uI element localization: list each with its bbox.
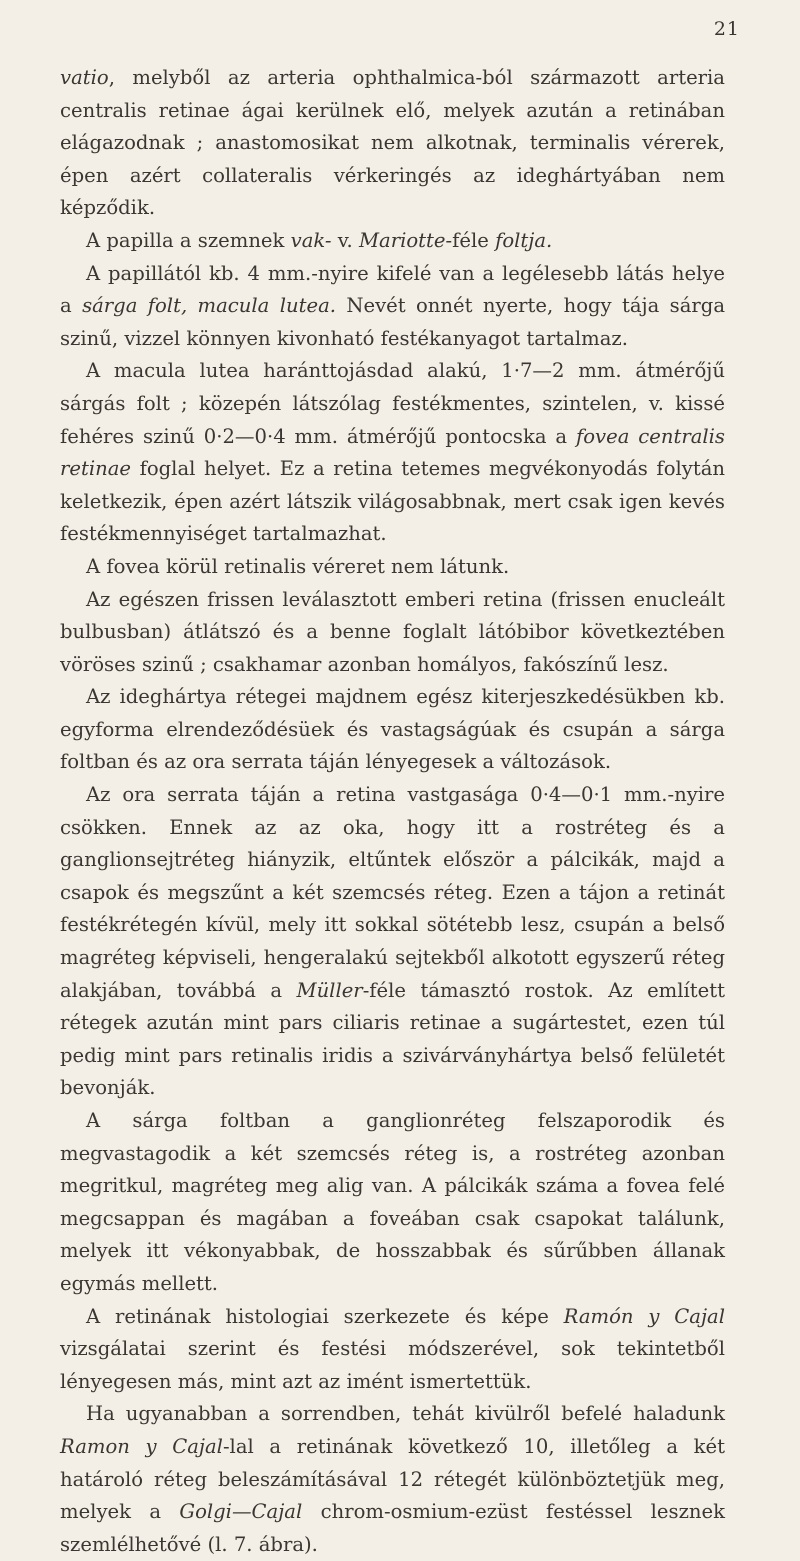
- text-span: Az egészen frissen leválasztott emberi retina (frissen enucleált bulbusban) átlátszó és a benne foglalt látóbibor következtében vöröses szinű ; csakhamar azonban homályos, fakószínű lesz.: [60, 587, 725, 676]
- text-span: A papilla a szemnek: [86, 228, 291, 252]
- italic-term: sárga folt, macula lutea.: [82, 294, 336, 318]
- text-span: v.: [331, 228, 359, 252]
- page-number: 21: [713, 18, 740, 40]
- text-span: Az ideghártya rétegei majdnem egész kiterjeszkedésükben kb. egyforma elrendeződésüek és vastagságúak és csupán a sárga foltban és az ora serrata táján lényegesek a változások.: [60, 685, 725, 774]
- text-span: Az ora serrata táján a retina vastgasága 0·4—0·1 mm.-nyire csökken. Ennek az az oka, hogy itt a rostréteg és a ganglionsejtréteg hiányzik, eltűntek először a pálcikák, majd a csapok és megszűnt a két szemcsés réteg. Ezen a tájon a retinát festékrétegén kívül, mely itt sokkal sötétebb lesz, csupán a belső magréteg képviseli, hengeralakú sejtekből alkotott egyszerű réteg alakjában, továbbá a: [60, 783, 725, 1002]
- italic-term: foltja.: [495, 228, 553, 252]
- italic-term: vatio: [60, 66, 109, 89]
- paragraph-p8: [60, 1105, 725, 1301]
- text-span: A papillától kb. 4 mm.-nyire kifelé van a legélesebb látás helye a: [60, 261, 725, 318]
- paragraph-p5: [60, 584, 725, 682]
- text-span: Nevét onnét nyerte, hogy tája sárga szinű, vizzel könnyen kivonható festékanyagot tartalmaz.: [60, 294, 725, 350]
- paragraph-p7: [60, 779, 725, 1105]
- body-text: [60, 62, 725, 1561]
- text-span: -féle: [445, 228, 496, 252]
- text-span: A sárga foltban a ganglionréteg felszaporodik és megvastagodik a két szemcsés réteg is, a rostréteg azonban megritkul, magréteg meg alig van. A pálcikák száma a fovea felé megcsappan és magában a foveában csak csapokat találunk, melyek itt vékonyabbak, de hosszabbak és sűrűbben állanak egymás mellett.: [60, 1109, 725, 1295]
- text-span: A macula lutea haránttojásdad alakú, 1·7—2 mm. átmérőjű sárgás folt ; közepén látszólag festékmentes, szintelen, v. kissé fehéres szinű 0·2—0·4 mm. átmérőjű pontocska a: [60, 359, 725, 448]
- text-span: chrom-osmium-ezüst festéssel lesznek szemlélhetővé (l. 7. ábra).: [60, 1500, 725, 1556]
- paragraph-p2: [60, 258, 725, 356]
- text-span: -lal a retinának következő 10, illetőleg a két határoló réteg beleszámításával 12 rétegét különböztetjük meg, melyek a: [60, 1434, 725, 1524]
- italic-term: Mariotte: [358, 228, 446, 252]
- text-span: -féle támasztó rostok. Az említett rétegek azután mint pars ciliaris retinae a sugártestet, ezen túl pedig mint pars retinalis iridis a szivárványhártya belső felületét bevonják.: [60, 978, 725, 1100]
- paragraph-p10: [60, 1398, 725, 1561]
- italic-term: fovea centralis retinae: [60, 424, 725, 481]
- italic-term: Golgi—Cajal: [179, 1500, 303, 1524]
- text-span: foglal helyet. Ez a retina tetemes megvékonyodás folytán keletkezik, épen azért látszik világosabbnak, mert csak igen kevés festékmennyiséget tartalmazhat.: [60, 457, 725, 546]
- italic-term: Ramon y Cajal: [60, 1434, 223, 1458]
- text-span: Ha ugyanabban a sorrendben, tehát kivülről befelé haladunk: [86, 1402, 725, 1426]
- paragraph-p4: [60, 551, 725, 584]
- italic-term: Müller: [296, 978, 363, 1002]
- paragraph-p3: [60, 355, 725, 551]
- italic-term: Ramón y Cajal: [563, 1304, 726, 1328]
- paragraph-p0: [60, 62, 725, 225]
- paragraph-p1: [60, 225, 725, 258]
- text-span: A retinának histologiai szerkezete és képe: [86, 1304, 564, 1328]
- text-span: A fovea körül retinalis véreret nem látunk.: [86, 554, 510, 578]
- paragraph-p6: [60, 681, 725, 779]
- italic-term: vak-: [290, 228, 332, 252]
- text-span: , melyből az arteria ophthalmica-ból származott arteria centralis retinae ágai kerülnek elő, melyek azután a retinában elágazodnak ; anastomosikat nem alkotnak, terminalis vérerek, épen azért collateralis vérkeringés az ideghártyában nem képződik.: [60, 66, 725, 220]
- paragraph-p9: [60, 1301, 725, 1399]
- text-span: vizsgálatai szerint és festési módszerével, sok tekintetből lényegesen más, mint azt az imént ismertettük.: [60, 1337, 725, 1393]
